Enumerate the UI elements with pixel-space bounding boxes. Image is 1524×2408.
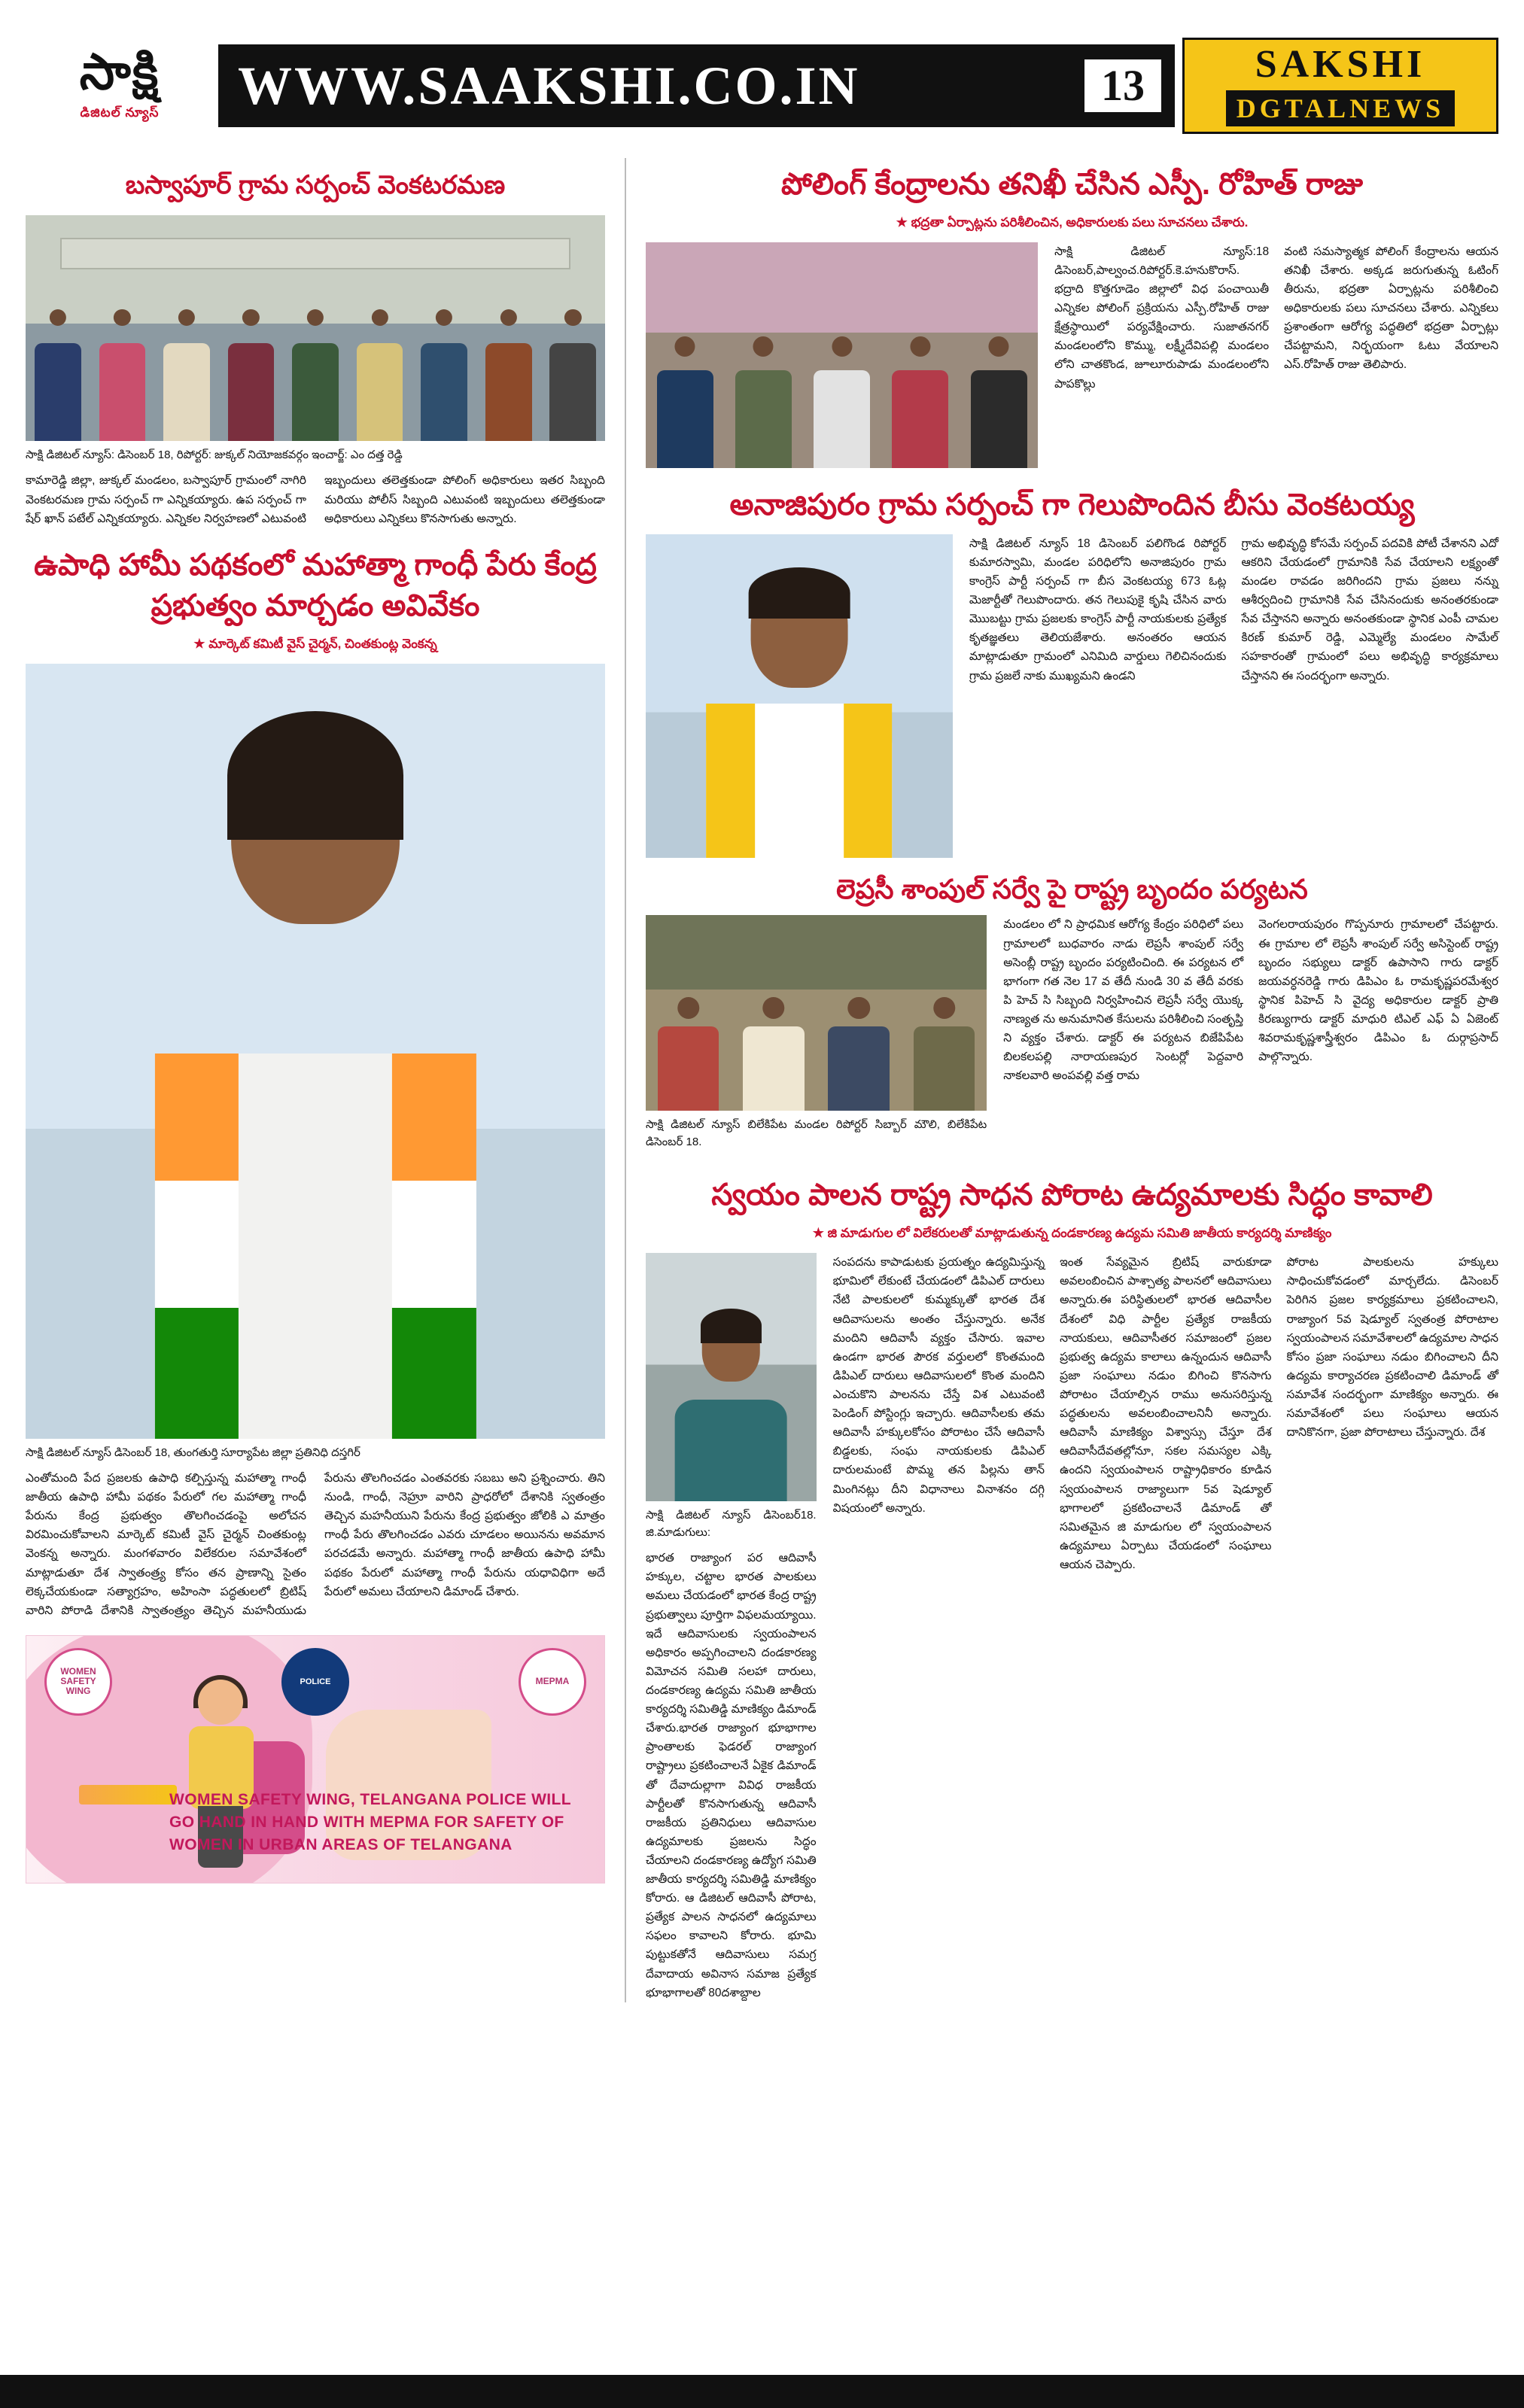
article-5-row <box>646 915 1498 1158</box>
article-2-subhead: ★ మార్కెట్ కమిటీ వైస్ చైర్మన్, చింతకుంట్ల వెంకన్న <box>26 635 605 653</box>
ad-logo-row <box>44 1648 586 1716</box>
column-divider <box>625 158 626 2002</box>
photo-leprosy-survey <box>646 915 987 1111</box>
website-url-bar[interactable] <box>218 44 1175 127</box>
article-6-headline: స్వయం పాలన రాష్ట్ర సాధన పోరాట ఉద్యమాలకు సిద్ధం కావాలి <box>711 1178 1433 1212</box>
article-6-row <box>646 1253 1498 2002</box>
ad-slogan: WOMEN SAFETY WING, TELANGANA POLICE WILL GO HAND IN HAND WITH MEPMA FOR SAFETY OF WOMEN IN URBAN AREAS OF TELANGANA <box>169 1790 571 1854</box>
page-number: 13 <box>1084 59 1161 113</box>
sakshi-logo[interactable] <box>26 45 214 123</box>
article-1-headline: బస్వాపూర్ గ్రామ సర్పంచ్ వెంకటరమణ <box>125 171 506 199</box>
article-3-body-col2: వంటి సమస్యాత్మక పోలింగ్ కేంద్రాలను ఆయన తనిఖీ చేశారు. అక్కడ జరుగుతున్న ఓటింగ్ తీరును, భద్రతా ఏర్పాట్లను పరిశీలించి అధికారులకు పలు సూచనలు చేశారు. ఎన్నికలు ప్రశాంతంగా ఆరోగ్య పద్ధతిలో భద్రతా ఏర్పాట్లు చేపట్టామని, నిర్భయంగా ఓటు వేయాలని ఎస్.రోహిత్ రాజు తెలిపారు. <box>1284 245 1499 372</box>
article-6-body-col1: భారత రాజ్యాంగ పర ఆదివాసీ హక్కుల, చట్టాల భారత పాలకులు అమలు చేయడంలో భారత కేంద్ర రాష్ట్ర ప్రభుత్వాలు పూర్తిగా విఫలమయ్యాయి. ఇదే ఆదివాసులకు స్వయంపాలన అధికారం అప్పగించాలని దండకారణ్య విమోచన సమితి సలహా దారులు, దండకారణ్య ఉద్యమ సమితి జాతీయ కార్యదర్శి సమితిడ్డి మాణిక్యం డిమాండ్ చేశారు.భారత రాజ్యాంగ భూభాగాల ప్రాంతాలకు ఫెడరల్ రాజ్యాంగ రాష్ట్రాలు ప్రకటించాలనే ఏకైక డిమాండ్ తో దేవాదుల్లాగా వివిధ రాజకీయ పార్టీలతో కొనసాగుతున్న ఆదివాసీ రాజకీయ ప్రతినిధులు ఆదివాసుల ఉద్యమాలకు ప్రజలను సిద్ధం చేయాలని దండకారణ్య ఉద్యోగ సమితి జాతీయ కార్యదర్శి సమితిడ్డి మాణిక్యం కోరారు. ఆ డిజిటల్ ఆదివాసీ పోరాట, ప్రత్యేక పాలన సాధనలో ఉద్యమాలు సఫలం కావాలని కోరారు. భూమి పుట్టుకతోనే ఆదివాసులు సమగ్ర దేవాదాయ అవినాస సమాజ ప్రత్యేక భూభాగాలతో 80దశాబ్దాల <box>646 1552 817 1999</box>
article-2-body: ఎంతోమంది పేద ప్రజలకు ఉపాధి కల్పిస్తున్న మహాత్మా గాంధీ జాతీయ ఉపాధి హామీ పథకం పేరులో గల మహాత్మా గాంధీ పేరును కేంద్ర ప్రభుత్వం తొలగించడంపై అలోచన విరమించుకోవాలని మార్కెట్ కమిటీ వైస్ చైర్మన్ చింతకుంట్ల వెంకన్న అన్నారు. మంగళవారం విలేకరుల సమావేశంలో మాట్లాడుతూ దేశ స్వాతంత్ర్య కోసం తన ప్రాణాన్ని సైతం లెక్కచేయకుండా సత్యాగ్రహం, అహింసా పద్ధతులలో బ్రిటిష్ వారిని పోరాడి దేశానికి స్వాతంత్ర్యం తెచ్చిన మహనీయుడు పేరును తొలగించడం ఎంతవరకు సబబు అని ప్రశ్నించారు. తిని నుండి, గాంధీ, నెహ్రూ వారిని ప్రాధరోలో దేశానికి స్వతంత్రం తెచ్చిన మహనీయుని పేరును కేంద్ర ప్రభుత్వం జోలికి ఎ మాత్రం గాంధీ పేరు తొలగించడం ఎవరు చూడలం అయినను అవమాన పరచడమే అన్నారు. మహాత్మా గాంధీ జాతీయ ఉపాధి హామీ పథకం పేరులో మహాత్మా గాంధీ పేరును యధావిధిగా అదే పేరులో అమలు చేయాలని డిమాండ్ చేశారు. <box>26 1472 605 1617</box>
article-6-caption: సాక్షి డిజిటల్ న్యూస్ డిసెంబర్18. జి.మాడుగులు: <box>646 1509 817 1539</box>
portrait-venkanna <box>26 664 605 1439</box>
right-column <box>646 158 1498 2002</box>
article-3-body-col1: సాక్షి డిజిటల్ న్యూస్:18 డిసెంబర్,పాల్వంచ.రిపోర్టర్.కె.హనుకొరాస్. భద్రాది కొత్తగూడెం జిల్లాలో విధ పంచాయితీ ఎన్నికల పోలింగ్ ప్రక్రియను ఎస్పీ.రోహిత్ రాజు క్షేత్రస్థాయిలో పర్యవేక్షించారు. సుజాతనగర్ మండలంలోని కొమ్ము, లక్ష్మీదేవిపల్లి మండలం లోని చాతకొండ, జూలూరుపాడు మండలంలోని పాపకొల్లు <box>1054 245 1270 391</box>
article-3-headline: పోలింగ్ కేంద్రాలను తనిఖీ చేసిన ఎస్పీ. రోహిత్ రాజు <box>780 168 1364 201</box>
article-6-body-col4: పోరాట పాలకులను హక్కులు సాధించుకోవడంలో మార్చలేదు. డిసెంబర్ పెరిగిన ప్రజల కార్యక్రమాలు ప్రకటించాలని, రాజ్యాంగ 5వ షెడ్యూల్ స్వతంత్ర పోరాటాల స్వయంపాలన సమావేశాలలో ఉద్యమాల సాధన కోసం ప్రజా సంఘాలు నడుం బిగించాలని దీని ఉద్యమ కార్యాచరణ ప్రకటించాలి డిమాండ్ తో సమావేశ సందర్భంగా మాణిక్యం అన్నారు. ఈ సమావేశంలో పలు సంఘాలు ఆయన దానికొనగా, ప్రజా పోరాటాలు చేస్తున్నారు. దేశ <box>1286 1256 1498 1440</box>
article-4-body-col2: గ్రామ అభివృద్ధి కోసమే సర్పంచ్ పదవికి పోటీ చేశానని ఎదో ఆకరిని చేయడంలో గ్రామానికి సేవ చేయాలని లక్ష్యంతో మండల రావడం జరిగిందని గ్రామ ప్రజలు నన్ను ఆశీర్వదించి గ్రామానికి సేవ చేసినందుకు అనంతరకుండా సేవ చేస్తానని అన్నారు అనంతకుండా స్థానిక ఎంపీ చామల కిరణ్ కుమార్ రెడ్డి, ఎమ్మెల్యే మండలం సామేల్ సహకారంతో గ్రామంలో పలు అభివృద్ధి కార్యక్రమాలు చేస్తానని ఈ సందర్భంగా అన్నారు. <box>1241 537 1498 683</box>
article-3-subhead: ★ భద్రతా ఏర్పాట్లను పరిశీలించిన, అధికారులకు పలు సూచనలు చేశారు. <box>646 214 1498 232</box>
logo-main-text: సాక్షి <box>79 45 160 100</box>
article-4-headline: అనాజిపురం గ్రామ సర్పంచ్ గా గెలుపొందిన బీసు వెంకటయ్య <box>729 488 1415 521</box>
group-photo-village-sarpanch <box>26 215 605 441</box>
left-column <box>26 158 605 2002</box>
women-safety-ad[interactable] <box>26 1635 605 1884</box>
photo-police-inspection <box>646 242 1038 468</box>
article-6-body-col2: సంపదను కాపాడుటకు ప్రయత్నం ఉద్యమిస్తున్న భూమిలో లేకుంటే చేయడంలో డిపిఎల్ దారులు నేటి పాలకులలో కుమ్మక్కుతో భారత దేశ ఆదివాసులను అంతం చేస్తున్నారు. అనేక మందిని ఆదివాసీ వ్యక్తం చేసారు. ఇవాల ఉండగా భారత పౌరక వర్తులలో కొంతమంది డిపిఎల్ దారులు ఆదివాసులలో కొంత మందిని ఎంచుకొని పాలనను చేస్తే విశ ఎటువంటి పెండింగ్ పోస్టింగ్లు ఇచ్చారు. ఆదివాసీలకు తమ ఆదివాసీ హక్కులకోసం పోరాటం చేసే ఆదివాసీ బిడ్డలకు, సంఘ నాయకులకు డిపిఎల్ దారులమంటే పొమ్మ తన పిల్లను తాన్ మింగినట్లు దీని విధానాలు వినాశనం దగ్గి విషయంలో అన్నారు. <box>832 1256 1045 1515</box>
article-6-body-col3: ఇంత సేవ్యమైన బ్రిటిష్ వారుకూడా అవలంబించిన పాశ్చాత్య పాలనలో ఆదివాసులు అన్నారు.ఈ పరిస్థితులలో భారత ఆదివాసీల దేశంలో విధి పార్టీల ప్రత్యేక రాజకీయ నాయకులు, ఆదివాసీతర సమాజంలో ప్రజల ప్రభుత్వ ఉద్యమ కాలాలు ఉన్నందున ఆదివాసీ ప్రజా సంఘాలు నడుం బిగించి కొనసాగు పోరాటం చేయాల్సిన రాము అనుసరిస్తున్న పద్ధతులను అవలంబించాలనినీ అన్నారు. ఆదివాసీ మాణిక్యం విశ్వాస్సు చేస్తూ దేశ ఆదివాసీదేవతల్లోనూ, సకల సమస్యల ఎక్కి ఉందని స్వయంపాలన రాష్ట్రాధికారం కూడిన స్వయంపాలన రాజ్యాలుగా 5వ షెడ్యూల్ భాగాలలో ప్రకటించాలనే డిమాండ్ తో సమితమైన జి మాడుగుల లో స్వయంపాలన ఉద్యమాలు ఏర్పాటు చేయడంలో సంఘాలు ఆయన చెప్పారు. <box>1060 1256 1272 1571</box>
photo-venkatayya-portrait <box>646 534 953 858</box>
ad-accent-bar <box>79 1785 177 1804</box>
logo-sub-text: డిజిటల్ న్యూస్ <box>80 105 160 120</box>
mepma-logo: MEPMA <box>519 1648 586 1716</box>
brand-name: SAKSHI <box>1255 43 1426 86</box>
brand-badge <box>1182 38 1498 134</box>
article-1-body: కామారెడ్డి జిల్లా, జుక్కల్ మండలం, బస్వాపూర్ గ్రామంలో నాగిరి వెంకటరమణ గ్రామ సర్పంచ్ గా ఎన్నికయ్యారు. ఉప సర్పంచ్ గా షేర్ ఖాన్ పటేల్ ఎన్నికయ్యారు. ఎన్నికల నిర్వహణలో ఎటువంటి ఇబ్బందులు తలెత్తకుండా పోలింగ్ అధికారులు ఇతర సిబ్బంది మరియు పోలీస్ సిబ్బంది ఎటువంటి ఇబ్బందులు తలెత్తకుండా అధికారులు ఎన్నికలు కొనసాగుతు అన్నారు. <box>26 474 605 525</box>
article-6-subhead: ★ జి మాడుగుల లో విలేకరులతో మాట్లాడుతున్న దండకారణ్య ఉద్యమ సమితి జాతీయ కార్యదర్శి మాణిక్యం <box>646 1224 1498 1242</box>
article-5-body-col1: మండలం లో ని ప్రాధమిక ఆరోగ్య కేంద్రం పరిధిలో పలు గ్రామాలలో బుధవారం నాడు లెప్రసీ శాంపుల్ సర్వే అసెంబ్లీ రాష్ట్ర బృందం పర్యటించింది. ఈ పర్యటన లో భాగంగా గత నెల 17 వ తేదీ నుండి 30 వ తేదీ వరకు పి హెచ్ సి సిబ్బంది నిర్వహించిన లెప్రసీ సర్వే యొక్క నాణ్యత ను అనుమానిత కేసులను పరిశీలించి సంతృప్తి ని వ్యక్తం చేశారు. డాక్టర్ ఈ పర్యటన బిజేపిపేట బిలకలపల్లి నారాయణపుర సెంటర్లో పెద్దవారి నాకలవారి అంపవల్లి వత్త రామ <box>1003 918 1244 1083</box>
masthead <box>0 0 1524 158</box>
article-5-headline: లెప్రసీ శాంపుల్ సర్వే పై రాష్ట్ర బృందం పర్యటన <box>836 873 1308 905</box>
website-url: WWW.SAAKSHI.CO.IN <box>238 55 860 116</box>
article-2-caption: సాక్షి డిజిటల్ న్యూస్ డిసెంబర్ 18, తుంగతుర్తి సూర్యాపేట జిల్లా ప్రతినిధి దస్తగిర్ <box>26 1446 360 1459</box>
article-3-row <box>646 242 1498 468</box>
article-5-body-col2: వెంగలరాయపురం గొప్పనూరు గ్రామాలలో చేపట్టారు. ఈ గ్రామాల లో లెప్రసీ శాంపుల్ సర్వే అసిస్టెంట్ రాష్ట్ర బృందం సభ్యులు డాక్టర్ ఉపాసాని గారు డాక్టర్ జయవర్ధనరెడ్డి గారు డిపిఎం ఓ రామకృష్ణపరమేశ్వర స్థానిక పిహెచ్ సి వైద్య అధికారుల డాక్టర్ ప్రాతి కిరణ్యుగారు డాక్టర్ మాధురి టిఎల్ ఎఫ్ ఏ ఏజెంట్ శివరామకృష్ణశాస్త్రీశ్వరం డిపిఎం ఓ దుర్గాప్రసాద్ పాల్గొన్నారు. <box>1258 918 1498 1064</box>
police-logo: POLICE <box>281 1648 349 1716</box>
footer-strip <box>0 2375 1524 2408</box>
article-2-headline: ఉపాధి హామీ పథకంలో మహాత్మా గాంధీ పేరు కేంద్ర ప్రభుత్వం మార్చడం అవివేకం <box>34 548 597 622</box>
article-4-row <box>646 534 1498 858</box>
page-content <box>0 158 1524 2017</box>
brand-tagline: DGTALNEWS <box>1226 90 1455 126</box>
article-1-caption: సాక్షి డిజిటల్ న్యూస్: డిసెంబర్ 18, రిపోర్టర్: జుక్కల్ నియోజకవర్గం ఇంచార్జ్: ఎం దత్త రెడ్డి <box>26 448 403 461</box>
article-4-body-col1: సాక్షి డిజిటల్ న్యూస్ 18 డిసెంబర్ పలిగొండ రిపోర్టర్ కుమారస్వామి, మండల పరిధిలోని అనాజిపురం గ్రామ కాంగ్రెస్ పార్టీ సర్పంచ్ గా బీస వెంకటయ్య 673 ఓట్ల మెజార్టీతో గెలుపొందారు. తన గెలుపుకై కృషి చేసిన వారు మెుుబట్టు గ్రామ ప్రజలకు కాంగ్రెస్ పార్టీ నాయకులకు ప్రత్యేక కృతజ్ఞతలు తెలియజేశారు. అనంతరం ఆయన మాట్లాడుతూ గ్రామంలో ఎనిమిది వార్డులు గెలిచినందుకు గ్రామ ప్రజలే నాకు ముఖ్యమని ఉండని <box>969 537 1227 683</box>
article-5-caption: సాక్షి డిజిటల్ న్యూస్ బిలేకిపేట మండల రిపోర్టర్ సిబ్బార్ మౌలి, బిలేకిపేట డిసెంబర్ 18. <box>646 1118 987 1148</box>
women-safety-wing-logo: WOMEN SAFETY WING <box>44 1648 112 1716</box>
photo-manikyam-interview <box>646 1253 817 1501</box>
